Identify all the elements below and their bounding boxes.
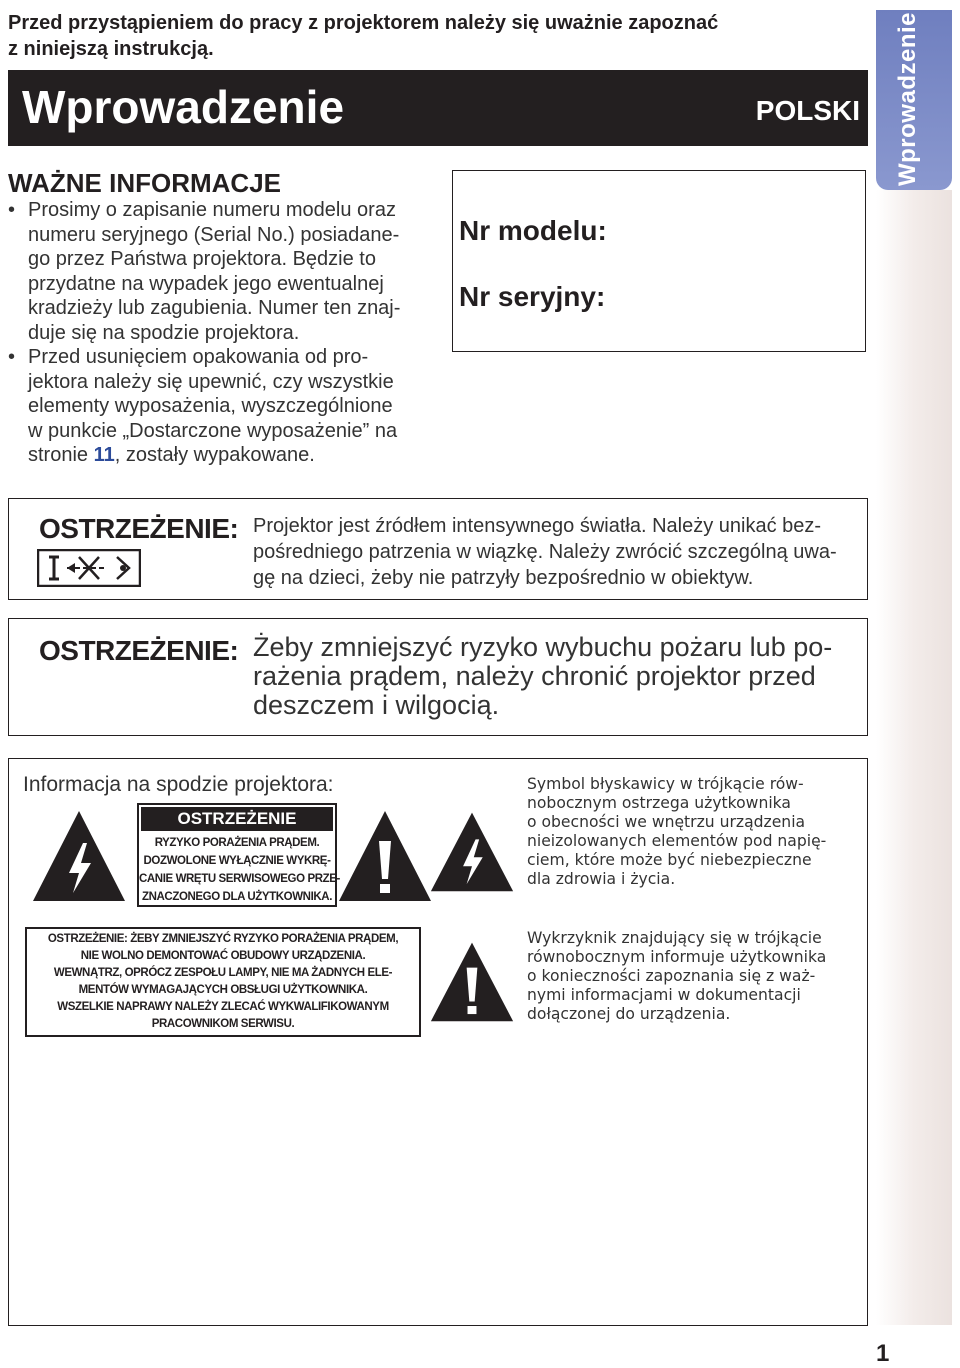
intro-line: Przed przystąpieniem do pracy z projektorem należy się uważnie zapoznać: [8, 12, 719, 34]
model-number-label: Nr modelu:: [459, 215, 607, 246]
text-fragment: , zostały wypakowane.: [114, 444, 315, 466]
lightning-triangle-icon: [29, 807, 129, 907]
list-item: [8, 345, 438, 468]
text-line: elementy wyposażenia, wyszczególnione: [28, 395, 393, 417]
side-tab: [876, 10, 952, 190]
language-label: POLSKI: [755, 95, 860, 126]
caution-line: NIE WOLNO DEMONTOWAĆ OBUDOWY URZĄDZENIA.: [80, 950, 366, 962]
caution-line: WEWNĄTRZ, OPRÓCZ ZESPOŁU LAMPY, NIE MA ŻADNYCH ELE-: [53, 967, 393, 979]
caution-line: MENTÓW WYMAGAJĄCYCH OBSŁUGI UŻYTKOWNIKA.: [78, 984, 368, 996]
lightning-description: [527, 775, 826, 889]
text-line: rażenia prądem, należy chronić projektor przed: [253, 661, 816, 691]
exclamation-triangle-icon: [335, 807, 435, 907]
serial-number-label: Nr seryjny:: [459, 281, 606, 312]
plate-header: OSTRZEŻENIE: [141, 807, 333, 831]
caution-line: WSZELKIE NAPRAWY NALEŻY ZLECAĆ WYKWALIFIKOWANYM: [57, 1001, 389, 1013]
lightning-triangle-icon: [427, 809, 517, 893]
text-line: duje się na spodzie projektora.: [28, 321, 300, 344]
intro-line: z niniejszą instrukcją.: [8, 38, 214, 60]
warning-box-fire: [8, 618, 868, 736]
text-line: numeru seryjnego (Serial No.) posiadane-: [28, 223, 400, 246]
bullet-icon: •: [8, 346, 16, 368]
text-line: gę na dzieci, żeby nie patrzyły bezpośrednio w obiektyw.: [253, 567, 754, 589]
text-line: jektora należy się upewnić, czy wszystkie: [28, 370, 394, 393]
product-label-box: [8, 758, 868, 1326]
plate-line: ZNACZONEGO DLA UŻYTKOWNIKA.: [141, 891, 332, 903]
warning-text: [253, 633, 832, 720]
warning-box-light: [8, 498, 868, 600]
important-heading: WAŻNE INFORMACJE: [8, 168, 281, 198]
text-line: w punkcie „Dostarczone wyposażenie” na: [28, 419, 398, 442]
text-line: ciem, które może być niebezpieczne: [527, 851, 812, 869]
label-plate: [25, 803, 421, 915]
warning-heading: OSTRZEŻENIE:: [39, 635, 239, 666]
text-line: dołączonej do urządzenia.: [527, 1005, 731, 1023]
plate-line: DOZWOLONE WYŁĄCZNIE WYKRĘ-: [143, 855, 331, 867]
caution-line: OSTRZEŻENIE: ŻEBY ZMNIEJSZYĆ RYZYKO PORAŻENIA PRĄDEM,: [47, 933, 399, 945]
page-reference-link[interactable]: 11: [93, 444, 115, 466]
bullet-list: [8, 198, 438, 468]
warning-heading: OSTRZEŻENIE:: [39, 513, 239, 544]
text-line: [28, 443, 438, 468]
text-line: deszczem i wilgocią.: [253, 690, 500, 720]
caution-line: PRACOWNIKOM SERWISU.: [151, 1018, 295, 1030]
text-line: nieizolowanych elementów pod napię-: [527, 832, 827, 850]
text-line: Projektor jest źródłem intensywnego światła. Należy unikać bez-: [253, 515, 822, 537]
warning-plate: [137, 803, 340, 907]
model-serial-box: [452, 170, 866, 352]
text-line: przydatne na wypadek jego ewentualnej: [28, 272, 384, 295]
list-item: [8, 198, 438, 345]
product-label-title: Informacja na spodzie projektora:: [23, 773, 334, 796]
text-line: Żeby zmniejszyć ryzyko wybuchu pożaru lub po-: [253, 632, 833, 662]
text-line: Prosimy o zapisanie numeru modelu oraz: [28, 199, 396, 221]
text-line: Wykrzyknik znajdujący się w trójkącie: [527, 929, 822, 947]
caution-plate: [25, 927, 421, 1037]
text-line: pośredniego patrzenia w wiązkę. Należy zwrócić szczególną uwa-: [253, 541, 837, 563]
warning-text: [253, 513, 837, 591]
text-line: równobocznym informuje użytkownika: [527, 948, 827, 966]
page-title: Wprowadzenie: [22, 81, 345, 133]
plate-line: CANIE WRĘTU SERWISOWEGO PRZE-: [139, 873, 340, 885]
text-line: Przed usunięciem opakowania od pro-: [28, 346, 369, 368]
side-tab-label: Wprowadzenie: [894, 11, 921, 186]
bullet-icon: •: [8, 199, 16, 221]
exclamation-description: [527, 929, 826, 1024]
text-line: dla zdrowia i życia.: [527, 870, 676, 888]
text-line: go przez Państwa projektora. Będzie to: [28, 248, 376, 270]
text-line: o obecności we wnętrzu urządzenia: [527, 813, 806, 831]
side-strip: [876, 190, 952, 1325]
text-line: o konieczności zapoznania się z waż-: [527, 967, 816, 985]
page-number: 1: [876, 1340, 890, 1367]
text-line: Symbol błyskawicy w trójkącie rów-: [527, 775, 804, 793]
plate-line: RYZYKO PORAŻENIA PRĄDEM.: [154, 837, 320, 849]
text-line: kradzieży lub zagubienia. Numer ten znaj-: [28, 297, 401, 319]
intro-text: [8, 10, 868, 62]
no-stare-beam-icon: [37, 549, 141, 587]
exclamation-triangle-icon: [427, 939, 517, 1023]
text-line: nobocznym ostrzega użytkownika: [527, 794, 791, 812]
text-fragment: stronie: [28, 444, 94, 466]
text-line: nymi informacjami w dokumentacji: [527, 986, 801, 1004]
